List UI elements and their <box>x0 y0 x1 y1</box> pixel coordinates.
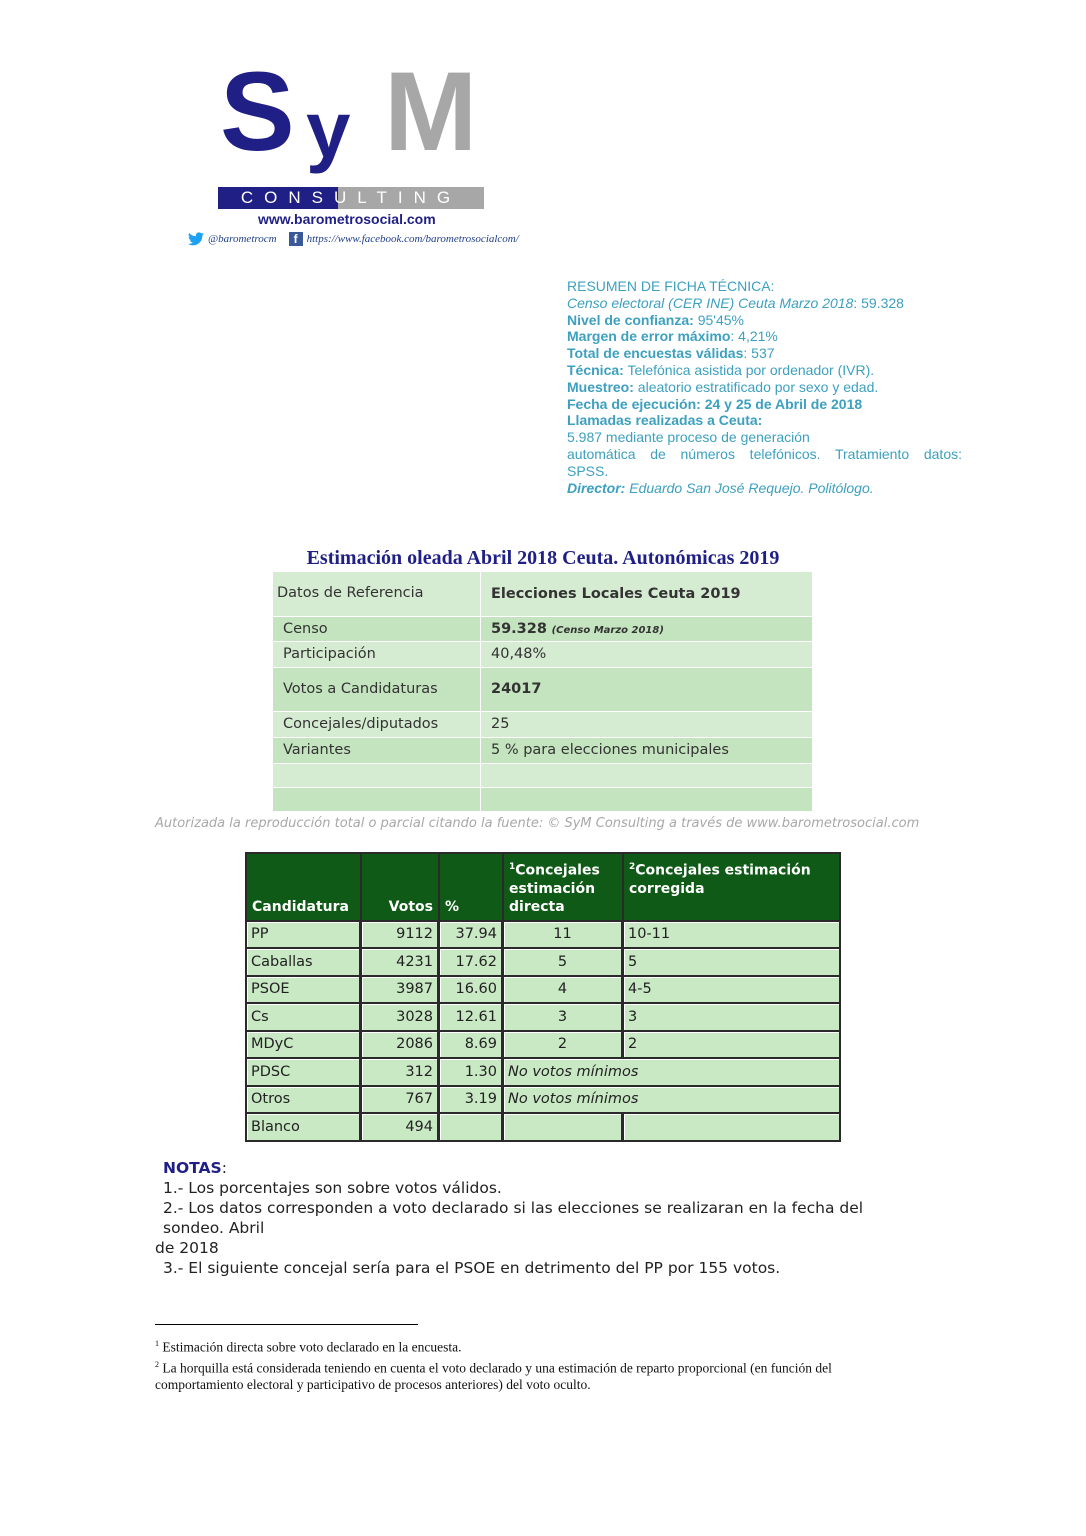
table-row <box>247 922 839 950</box>
cell-votos: 494 <box>362 1114 440 1140</box>
ref-row-censo <box>273 616 813 641</box>
table-row <box>247 949 839 977</box>
estimacion-title: Estimación oleada Abril 2018 Ceuta. Autonómicas 2019 <box>306 547 780 569</box>
facebook-icon: f <box>289 232 303 246</box>
cell-candidatura: PDSC <box>247 1059 362 1087</box>
cell-corregida: 2 <box>624 1032 839 1060</box>
cell-directa: 2 <box>504 1032 624 1060</box>
cell-candidatura: Caballas <box>247 949 362 977</box>
cell-directa: 4 <box>504 977 624 1005</box>
cell-candidatura: Cs <box>247 1004 362 1032</box>
cell-note: No votos mínimos <box>504 1059 839 1087</box>
ref-row-participacion <box>273 641 813 667</box>
ficha-llamadas: Llamadas realizadas a Ceuta: <box>567 412 763 429</box>
ref-row-empty-1 <box>273 763 813 787</box>
notas-section <box>155 1158 925 1278</box>
cell-votos: 312 <box>362 1059 440 1087</box>
header-pct: % <box>440 854 504 922</box>
censo-value-cell <box>481 616 813 641</box>
nota-3: 3.- El siguiente concejal sería para el PSOE en detrimento del PP por 155 votos. <box>163 1259 781 1277</box>
cell-note: No votos mínimos <box>504 1087 839 1115</box>
header-directa: $^1$Concejales estimación directa <box>504 854 624 922</box>
ficha-total: Total de encuestas válidas: 537 <box>567 345 775 362</box>
ficha-llamadas-line1: 5.987 mediante proceso de generación <box>567 429 810 446</box>
variantes-label: Variantes <box>273 737 481 763</box>
concejales-label: Concejales/diputados <box>273 711 481 737</box>
cell-corregida: 4-5 <box>624 977 839 1005</box>
votos-value: 24017 <box>481 667 813 711</box>
logo-letter-m: M <box>384 49 478 174</box>
cell-pct: 8.69 <box>440 1032 504 1060</box>
censo-value: 59.328 <box>491 620 547 637</box>
table-row <box>247 1059 839 1087</box>
ref-label: Datos de Referencia <box>273 572 481 616</box>
footnote-separator <box>155 1324 418 1325</box>
cell-candidatura: PP <box>247 922 362 950</box>
sym-consulting-logo <box>218 49 488 212</box>
logo-consulting-word: CONSULTING <box>240 188 462 207</box>
cell-directa <box>504 1114 624 1140</box>
censo-label: Censo <box>273 616 481 641</box>
cell-votos: 4231 <box>362 949 440 977</box>
logo-letter-y: y <box>306 85 351 174</box>
cell-directa: 11 <box>504 922 624 950</box>
ficha-llamadas-line3: SPSS. <box>567 462 609 479</box>
footnote-2: $^2$ La horquilla está considerada teniendo en cuenta el voto declarado y una estimación de reparto proporcional (en función del comportamiento electoral y participativo de procesos anteriores) del voto oculto. <box>155 1359 832 1392</box>
ficha-llamadas-line2: automática de números telefónicos. Tratamiento datos: <box>567 445 962 462</box>
table-row <box>247 977 839 1005</box>
cell-pct: 16.60 <box>440 977 504 1005</box>
footnotes <box>155 1335 915 1393</box>
cell-candidatura: Blanco <box>247 1114 362 1140</box>
concejales-value: 25 <box>481 711 813 737</box>
cell-pct: 1.30 <box>440 1059 504 1087</box>
logo-letter-s: S <box>220 49 295 174</box>
cell-votos: 2086 <box>362 1032 440 1060</box>
social-links <box>188 232 519 246</box>
table-row <box>247 1004 839 1032</box>
cell-directa: 3 <box>504 1004 624 1032</box>
cell-votos: 3028 <box>362 1004 440 1032</box>
footnote-1: $^1$ Estimación directa sobre voto declarado en la encuesta. <box>155 1339 462 1355</box>
nota-2: 2.- Los datos corresponden a voto declarado si las elecciones se realizaran en la fecha del sondeo. Abril <box>163 1199 864 1237</box>
cell-votos: 3987 <box>362 977 440 1005</box>
reference-table <box>273 572 813 812</box>
ficha-censo: Censo electoral (CER INE) Ceuta Marzo 2018: 59.328 <box>567 294 904 311</box>
twitter-handle[interactable]: @barometrocm <box>208 233 277 245</box>
reproduction-notice: Autorizada la reproducción total o parcial citando la fuente: © SyM Consulting a través de www.barometrosocial.com <box>155 816 920 831</box>
ficha-confianza: Nivel de confianza: 95'45% <box>567 311 744 328</box>
twitter-icon <box>188 232 204 246</box>
facebook-url[interactable]: https://www.facebook.com/barometrosocialcom/ <box>306 233 519 245</box>
variantes-value: 5 % para elecciones municipales <box>481 737 813 763</box>
cell-pct: 37.94 <box>440 922 504 950</box>
ref-row-votos <box>273 667 813 711</box>
ficha-margen: Margen de error máximo: 4,21% <box>567 328 778 345</box>
ref-row-concejales <box>273 711 813 737</box>
cell-corregida <box>624 1114 839 1140</box>
cell-candidatura: PSOE <box>247 977 362 1005</box>
nota-1: 1.- Los porcentajes son sobre votos válidos. <box>163 1179 502 1197</box>
participacion-label: Participación <box>273 641 481 667</box>
ficha-tecnica-row: Técnica: Telefónica asistida por ordenador (IVR). <box>567 361 875 378</box>
ref-value: Elecciones Locales Ceuta 2019 <box>481 572 813 616</box>
ref-row-variantes <box>273 737 813 763</box>
results-header-row <box>247 854 839 922</box>
ficha-fecha: Fecha de ejecución: 24 y 25 de Abril de 2018 <box>567 395 863 412</box>
table-row <box>247 1114 839 1140</box>
ref-row-datos <box>273 572 813 616</box>
header-candidatura: Candidatura <box>247 854 362 922</box>
header-corregida: $^2$Concejales estimación corregida <box>624 854 839 922</box>
results-table <box>245 852 841 1142</box>
table-row <box>247 1087 839 1115</box>
cell-corregida: 5 <box>624 949 839 977</box>
website-link[interactable]: www.barometrosocial.com <box>258 211 436 227</box>
ficha-muestreo: Muestreo: aleatorio estratificado por sexo y edad. <box>567 378 879 395</box>
ref-row-empty-2 <box>273 787 813 811</box>
header-votos: Votos <box>362 854 440 922</box>
ficha-title: RESUMEN DE FICHA TÉCNICA: <box>567 278 775 294</box>
cell-pct: 17.62 <box>440 949 504 977</box>
cell-votos: 767 <box>362 1087 440 1115</box>
votos-label: Votos a Candidaturas <box>273 667 481 711</box>
cell-candidatura: MDyC <box>247 1032 362 1060</box>
ficha-tecnica <box>567 278 962 496</box>
nota-2-cont: de 2018 <box>155 1239 219 1257</box>
censo-note: (Censo Marzo 2018) <box>551 624 664 636</box>
cell-corregida: 10-11 <box>624 922 839 950</box>
cell-directa: 5 <box>504 949 624 977</box>
cell-pct: 12.61 <box>440 1004 504 1032</box>
participacion-value: 40,48% <box>481 641 813 667</box>
cell-votos: 9112 <box>362 922 440 950</box>
ficha-director: Director: Eduardo San José Requejo. Politólogo. <box>567 479 874 496</box>
cell-pct <box>440 1114 504 1140</box>
table-row <box>247 1032 839 1060</box>
cell-candidatura: Otros <box>247 1087 362 1115</box>
cell-corregida: 3 <box>624 1004 839 1032</box>
cell-pct: 3.19 <box>440 1087 504 1115</box>
notas-title: NOTAS: <box>163 1159 227 1177</box>
